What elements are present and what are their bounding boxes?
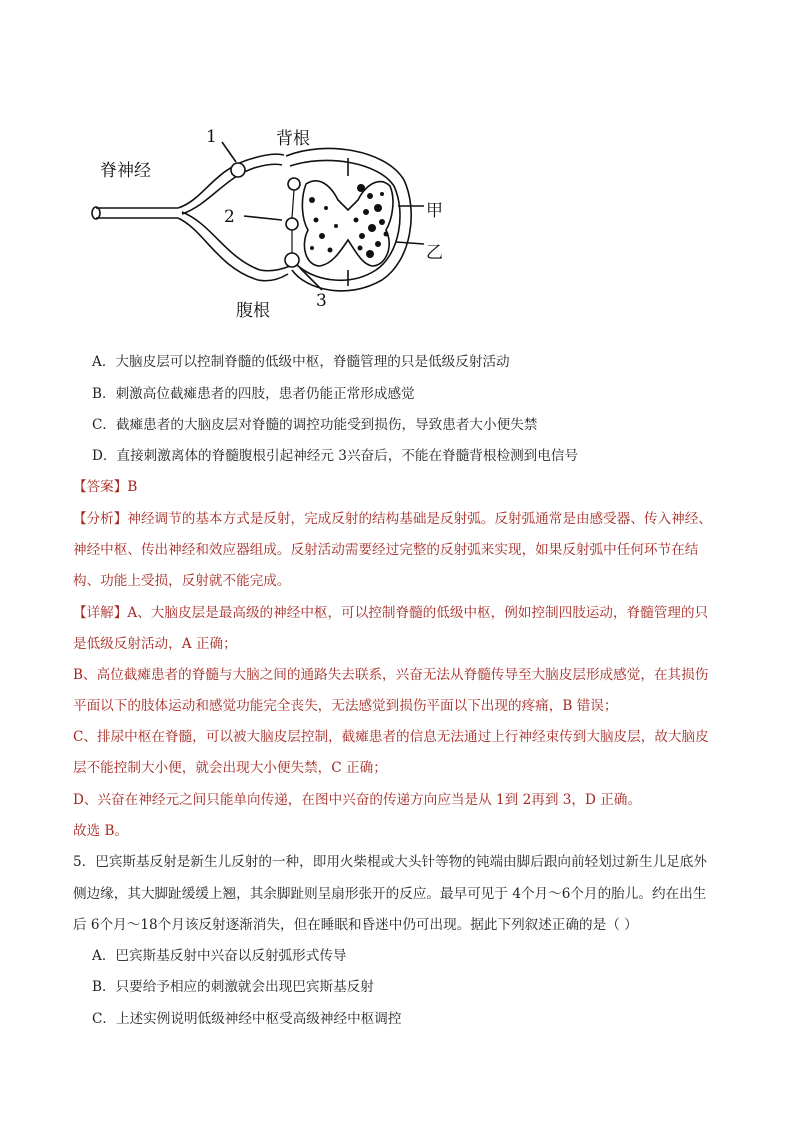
q4-detail-line-6: 层不能控制大小便，就会出现大小便失禁，C 正确； [73,760,387,776]
pointer-3 [300,268,322,290]
neuron-1-ganglion [231,163,245,177]
q4-option-d: D．直接刺激离体的脊髓腹根引起神经元 3兴奋后，不能在脊髓背根检测到电信号 [92,448,579,464]
q4-option-c: C．截瘫患者的大脑皮层对脊髓的调控功能受到损伤，导致患者大小便失禁 [92,417,538,433]
q4-answer: 【答案】B [73,479,138,495]
q4-analysis-line-3: 构、功能上受损，反射就不能完成。 [73,573,291,589]
q4-detail-line-2: 是低级反射活动，A 正确； [73,636,237,652]
q4-detail-line-4: 平面以下的肢体运动和感觉功能完全丧失，无法感觉到损伤平面以下出现的疼痛，B 错误； [73,698,618,714]
q4-analysis-line-2: 神经中枢、传出神经和效应器组成。反射活动需要经过完整的反射弧来实现，如果反射弧中任何环节在结 [73,542,699,558]
grey-matter-speckles [309,184,389,258]
q4-option-b: B．刺激高位截瘫患者的四肢，患者仍能正常形成感觉 [92,386,415,402]
q4-option-a: A．大脑皮层可以控制脊髓的低级中枢，脊髓管理的只是低级反射活动 [92,354,510,370]
q4-analysis-line-1: 【分析】神经调节的基本方式是反射，完成反射的结构基础是反射弧。反射弧通常是由感受器、传入神经、 [73,511,712,527]
q4-detail-line-5: C、排尿中枢在脊髓，可以被大脑皮层控制，截瘫患者的信息无法通过上行神经束传到大脑皮层，故大脑皮 [73,729,709,745]
label-ventral-root: 腹根 [236,301,270,321]
q5-option-a: A．巴宾斯基反射中兴奋以反射弧形式传导 [92,948,347,964]
label-3: 3 [316,291,327,311]
q5-stem-line-1: 5．巴宾斯基反射是新生儿反射的一种，即用火柴棍或大头针等物的钝端由脚后跟向前轻划过新生儿足底外 [73,854,707,870]
q5-option-b: B．只要给予相应的刺激就会出现巴宾斯基反射 [92,979,374,995]
label-2: 2 [224,207,235,227]
neuron-3 [285,253,299,267]
label-1: 1 [206,127,217,147]
q5-stem-line-2: 侧边缘，其大脚趾缓缓上翘，其余脚趾则呈扇形张开的反应。最早可见于 4个月～6个月的胎儿。约在出生 [73,886,707,902]
pointer-1 [222,142,236,162]
spinal-cord-diagram [86,120,456,330]
label-yi: 乙 [426,243,443,263]
pointer-yi [396,242,424,244]
q4-detail-line-3: B、高位截瘫患者的脊髓与大脑之间的通路失去联系，兴奋无法从脊髓传导至大脑皮层形成感觉，在其损伤 [73,667,709,683]
q4-detail-line-7: D、兴奋在神经元之间只能单向传递，在图中兴奋的传递方向应当是从 1到 2再到 3，D 正确。 [73,792,641,808]
spinal-cord-svg [86,120,456,330]
label-spinal-nerve: 脊神经 [100,161,151,181]
neuron-dorsal [288,178,300,190]
neuron-2 [286,218,298,230]
ventral-root-inner [182,212,290,271]
q4-conclusion: 故选 B。 [73,823,129,839]
label-dorsal-root: 背根 [276,129,310,149]
q4-detail-line-1: 【详解】A、大脑皮层是最高级的神经中枢，可以控制脊髓的低级中枢，例如控制四肢运动，脊髓管理的只 [73,605,709,621]
label-jia: 甲 [426,201,443,221]
spinal-nerve-trunk [96,208,178,218]
q5-stem-line-3: 后 6个月～18个月该反射逐渐消失，但在睡眠和昏迷中仍可出现。据此下列叙述正确的是（ ） [73,917,638,933]
q5-option-c: C．上述实例说明低级神经中枢受高级神经中枢调控 [92,1011,402,1027]
pointer-2 [244,216,282,220]
